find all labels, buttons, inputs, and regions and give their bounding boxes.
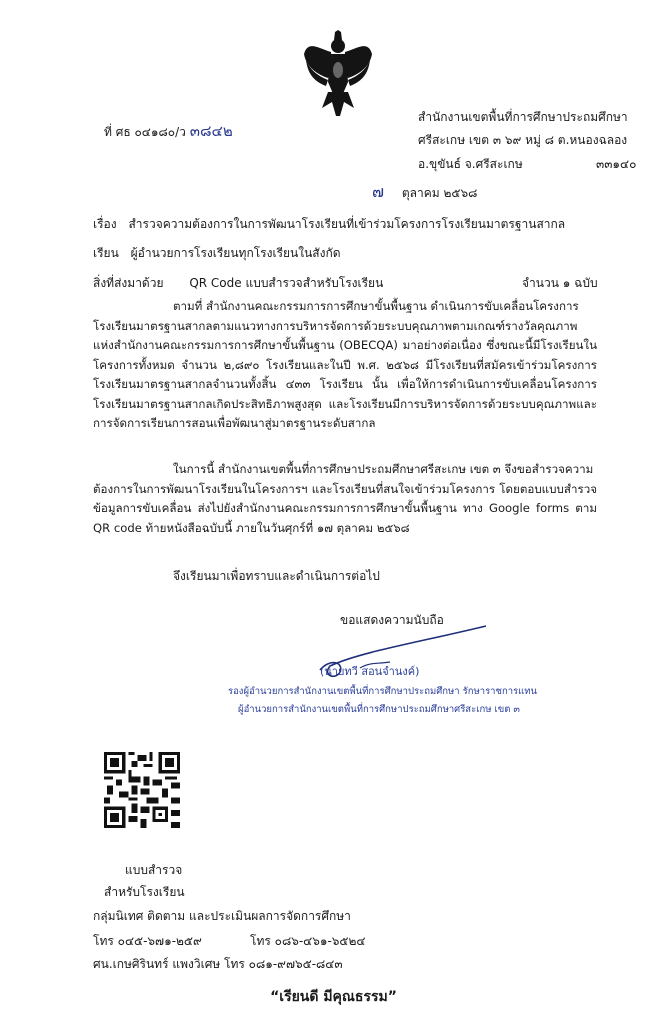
survey-qr-code[interactable] [104, 752, 180, 828]
date-day-handwritten: ๗ [372, 182, 385, 201]
enclosure-text: QR Code แบบสำรวจสำหรับโรงเรียน [189, 276, 384, 290]
garuda-emblem-icon [302, 30, 374, 118]
closing-regards: ขอแสดงความนับถือ [340, 613, 444, 627]
paragraph-1-first-line: ตามที่ สำนักงานคณะกรรมการการศึกษาขั้นพื้นฐาน ดำเนินการขับเคลื่อนโครงการ [173, 299, 579, 313]
enclosure-count: จำนวน ๑ ฉบับ [522, 276, 598, 290]
recipient-line [93, 245, 341, 261]
body-paragraph-2 [93, 460, 597, 538]
recipient-text: ผู้อำนวยการโรงเรียนทุกโรงเรียนในสังกัด [130, 246, 341, 260]
contact-person: ศน.เกษศิรินทร์ แพงวิเศษ โทร ๐๘๑-๙๗๖๕-๘๔๓ [93, 957, 343, 971]
qr-caption-line2: สำหรับโรงเรียน [104, 885, 185, 899]
motto: “เรียนดี มีคุณธรรม” [270, 989, 397, 1005]
letter-date [372, 184, 477, 201]
qr-caption-line1: แบบสำรวจ [125, 863, 183, 877]
paragraph-2-first-line: ในการนี้ สำนักงานเขตพื้นที่การศึกษาประถมศึกษาศรีสะเกษ เขต ๓ จึงขอสำรวจความ [173, 462, 594, 476]
office-address-line3: อ.ขุขันธ์ จ.ศรีสะเกษ [418, 157, 523, 171]
recipient-label: เรียน [93, 246, 119, 260]
postal-code: ๓๓๑๔๐ [596, 157, 637, 171]
document-number [104, 123, 233, 140]
enclosure-line [93, 275, 383, 291]
subject-label: เรื่อง [93, 217, 117, 231]
contact-group: กลุ่มนิเทศ ติดตาม และประเมินผลการจัดการศึกษา [93, 909, 351, 923]
body-paragraph-1 [93, 297, 597, 434]
signer-position-line2: ผู้อำนวยการสำนักงานเขตพื้นที่การศึกษาประถมศึกษาศรีสะเกษ เขต ๓ [238, 704, 520, 715]
subject-text: สำรวจความต้องการในการพัฒนาโรงเรียนที่เข้าร่วมโครงการโรงเรียนมาตรฐานสากล [128, 217, 566, 231]
office-address-line1: สำนักงานเขตพื้นที่การศึกษาประถมศึกษา [418, 110, 628, 124]
signer-position-line1: รองผู้อำนวยการสำนักงานเขตพื้นที่การศึกษาประถมศึกษา รักษาราชการแทน [228, 686, 538, 697]
paragraph-1-text: โรงเรียนมาตรฐานสากลตามแนวทางการบริหารจัดการด้วยระบบคุณภาพตามเกณฑ์รางวัลคุณภาพแห่งสำนักงานคณะกรรมการการศึกษาขั้นพื้นฐาน (OBECQA) มาอย่างต่อเนื่อง ซึ่งขณะนี้มีโรงเรียนในโครงการทั้งหมด จำนวน ๒,๘๙๐ โรงเรียนและในปี พ.ศ. ๒๕๖๘ มีโรงเรียนที่สมัครเข้าร่วมโครงการโรงเรียนมาตรฐานสากลจำนวนทั้งสิ้น ๔๓๓ โรงเรียน นั้น เพื่อให้การดำเนินการขับเคลื่อนโครงการโรงเรียนมาตรฐานสากลเกิดประสิทธิภาพสูงสุด และโรงเรียนมีการบริหารจัดการด้วยระบบคุณภาพและการจัดการเรียนการสอนเพื่อพัฒนาสู่มาตรฐานระดับสากล [93, 318, 597, 430]
document-number-label: ที่ ศธ ๐๔๑๘๐/ว [104, 125, 186, 139]
closing-request: จึงเรียนมาเพื่อทราบและดำเนินการต่อไป [173, 569, 380, 583]
signer-name: (นายทวี สอนจำนงค์) [320, 665, 420, 678]
enclosure-label: สิ่งที่ส่งมาด้วย [93, 276, 164, 290]
contact-phone-2: โทร ๐๘๖-๔๖๑-๖๕๒๔ [250, 934, 366, 948]
document-number-handwritten: ๓๘๔๒ [189, 122, 233, 140]
subject-line [93, 216, 565, 232]
office-address-line2: ศรีสะเกษ เขต ๓ ๖๙ หมู่ ๘ ต.หนองฉลอง [418, 133, 628, 147]
paragraph-2-text: ต้องการในการพัฒนาโรงเรียนในโครงการฯ และโรงเรียนที่สนใจเข้าร่วมโครงการ โดยตอบแบบสำรวจข้อมูลการขับเคลื่อน ส่งไปยังสำนักงานคณะกรรมการการศึกษาขั้นพื้นฐาน ทาง Google forms ตาม QR code ท้ายหนังสือฉบับนี้ ภายในวันศุกร์ที่ ๑๗ ตุลาคม ๒๕๖๘ [93, 481, 597, 535]
date-month-year: ตุลาคม ๒๕๖๘ [401, 186, 478, 200]
contact-phone-1: โทร ๐๔๕-๖๗๑-๒๕๙ [93, 934, 202, 948]
